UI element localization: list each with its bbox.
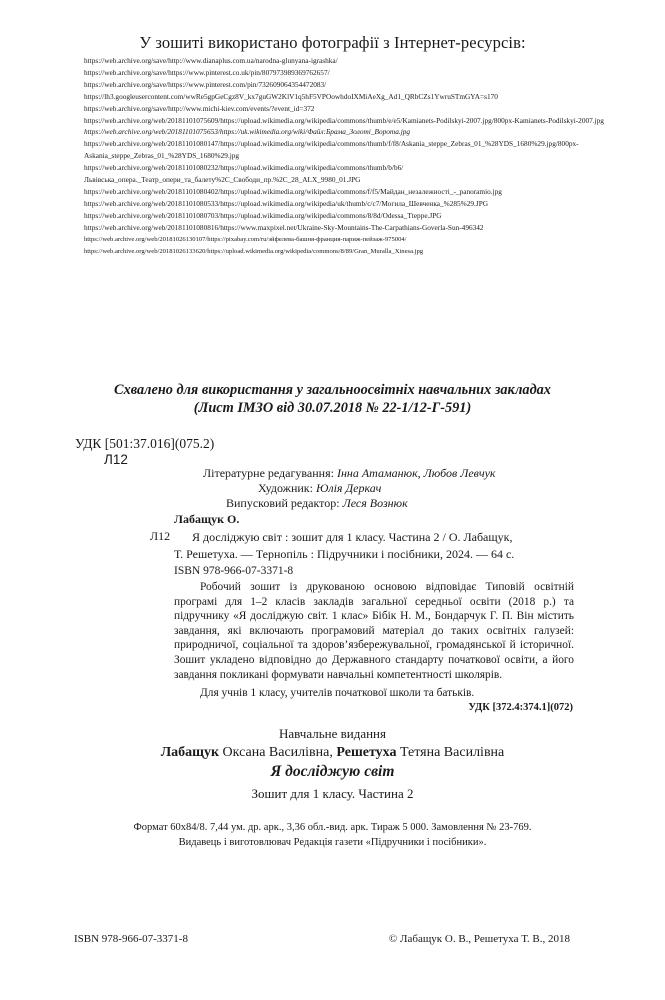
udk-secondary: УДК [372.4:374.1](072): [468, 702, 573, 713]
isbn: ISBN 978-966-07-3371-8: [174, 565, 294, 577]
bib-line: Я досліджую світ : зошит для 1 класу. Частина 2 / О. Лабащук,: [192, 530, 513, 544]
approval-line: Схвалено для використання у загальноосвітніх навчальних закладах: [114, 382, 551, 398]
source-url: https://web.archive.org/save/https://www.pinterest.com/pin/732609064354472083/: [84, 79, 327, 89]
footer-isbn: ISBN 978-966-07-3371-8: [74, 933, 188, 945]
bib-line: Т. Решетуха. — Тернопіль : Підручники і посібники, 2024. — 64 с.: [174, 547, 515, 561]
artist-credit: [258, 481, 381, 496]
literary-editors: [203, 466, 496, 481]
photo-sources-list: [84, 55, 644, 257]
authors-full: [0, 745, 665, 761]
source-url: https://web.archive.org/web/20181101080402/https://upload.wikimedia.org/wikipedia/commons/f/f5/Майдан_незалежності_-_panoramio.jpg: [84, 186, 502, 196]
source-url: https://web.archive.org/web/20181026130107/https://pixabay.com/ru/эйфелева-башня-франция-париж-пейзаж-975004/: [84, 235, 407, 243]
udk-code: УДК [501:37.016](075.2): [75, 436, 215, 451]
source-url: https://web.archive.org/web/20181101075653/https://uk.wikimedia.org/wiki/Файл:Брама_Золоті_Ворота.jpg: [84, 127, 411, 137]
source-url: https://web.archive.org/web/20181101080533/https://upload.wikimedia.org/wikipedia/uk/thumb/c/c7/Могила_Шевченка_%285%29.JPG: [84, 198, 489, 208]
print-specs-line: Формат 60х84/8. 7,44 ум. др. арк., 3,36 обл.-вид. арк. Тираж 5 000. Замовлення № 23-769.: [133, 822, 532, 833]
source-url: https://web.archive.org/save/https://www.pinterest.co.uk/pin/807973989369762657/: [84, 67, 330, 77]
source-url: https://web.archive.org/web/20181101080703/https://upload.wikimedia.org/wikipedia/commons/8/8d/Odessa_Tteppe.JPG: [84, 210, 442, 220]
release-editor-credit: [226, 496, 408, 511]
bib-description: [174, 529, 569, 563]
source-url: https://web.archive.org/web/20181101080816/https://www.maxpixel.net/Ukraine-Sky-Mountains-The-Carpathians-Goverla-Sun-496342: [84, 222, 484, 232]
author-given: Оксана Василівна,: [222, 745, 333, 760]
credit-label: Художник:: [258, 481, 313, 495]
approval-letter: (Лист ІМЗО від 30.07.2018 № 22-1/12-Г-591): [193, 400, 472, 416]
author-mark: Л12: [104, 452, 128, 467]
approval-statement: [0, 381, 665, 417]
bib-code: Л12: [150, 529, 171, 543]
publisher-line: Видавець і виготовлювач Редакція газети «Підручники і посібники».: [178, 837, 487, 848]
edition-kind: Навчальне видання: [279, 726, 386, 741]
source-url: https://web.archive.org/web/20181101075609/https://upload.wikimedia.org/wikipedia/commons/thumb/e/e5/Kamianets-Podilskyi-2007.jpg/800px-Kamianets-Podilskyi-2007.jpg: [84, 115, 604, 125]
print-specs: [0, 820, 665, 850]
source-url: https://web.archive.org/save/http://www.michi-kiev.com/events/?event_id=372: [84, 103, 315, 113]
author-surname: Решетуха: [336, 745, 397, 760]
author-surname: Лабащук: [160, 745, 220, 760]
source-url: https://web.archive.org/save/http://www.dianaplus.com.ua/narodna-glunyana-igrashka/: [84, 56, 338, 65]
source-url: https://web.archive.org/web/20181026133620/https://upload.wikimedia.org/wikipedia/commons/8/89/Gran_Muralla_Xinesa.jpg: [84, 247, 424, 255]
copyright: © Лабащук О. В., Решетуха Т. В., 2018: [388, 933, 570, 945]
credit-label: Літературне редагування:: [203, 466, 334, 480]
annotation: Робочий зошит із друкованою основою відповідає Типовій освітній програмі для 1–2 класів закладів загальної середньої освіти (2018 р.) та підручнику «Я досліджую світ. 1 клас» Бібік Н. М., Бондарчук Г. П. Він містить завдання, які включають програмовий матеріал до таких освітніх галузей: природничої, соціальної та здоров’язбережувальної, громадянської й історичної. Зошит укладено відповідно до Державного стандарту початкової освіти, а його завдання покликані формувати навчальні компетентності школярів.: [174, 581, 574, 681]
source-url: https://web.archive.org/web/20181101080147/https://upload.wikimedia.org/wikipedia/commons/thumb/f/f8/Askania_steppe_Zebras_01_%28YDS_1680%29.jpg/800px-Askania_steppe_Zebras_01_%28YDS_1680%29.jpg: [84, 139, 579, 161]
credit-names: Інна Атаманюк, Любов Левчук: [336, 466, 496, 480]
credit-names: Леся Вознюк: [342, 496, 408, 510]
credit-names: Юлія Деркач: [315, 481, 382, 495]
credit-label: Випусковий редактор:: [226, 496, 340, 510]
bib-author: Лабащук О.: [174, 512, 240, 526]
photo-sources-title: У зошиті використано фотографії з Інтернет-ресурсів:: [139, 33, 526, 52]
audience: Для учнів 1 класу, учителів початкової школи та батьків.: [200, 687, 475, 699]
book-part: Зошит для 1 класу. Частина 2: [251, 786, 414, 801]
author-given: Тетяна Василівна: [400, 745, 505, 760]
book-title: Я досліджую світ: [270, 763, 395, 780]
source-url: https://web.archive.org/web/20181101080232/https://upload.wikimedia.org/wikipedia/commons/thumb/b/b6/Львівська_опера._Театр_опери_та_балету%2C_Свободи_пр.%2C_28_ALX_9980_01.JPG: [84, 163, 404, 185]
source-url: https://lh3.googleusercontent.com/wwRe5gpGeCgz8V_kx7guGW2KlV1q5hF5VPOowhdoIXMiAeXg_Ad1_QRbCZs1YwruSTmGYA=s170: [84, 91, 498, 101]
